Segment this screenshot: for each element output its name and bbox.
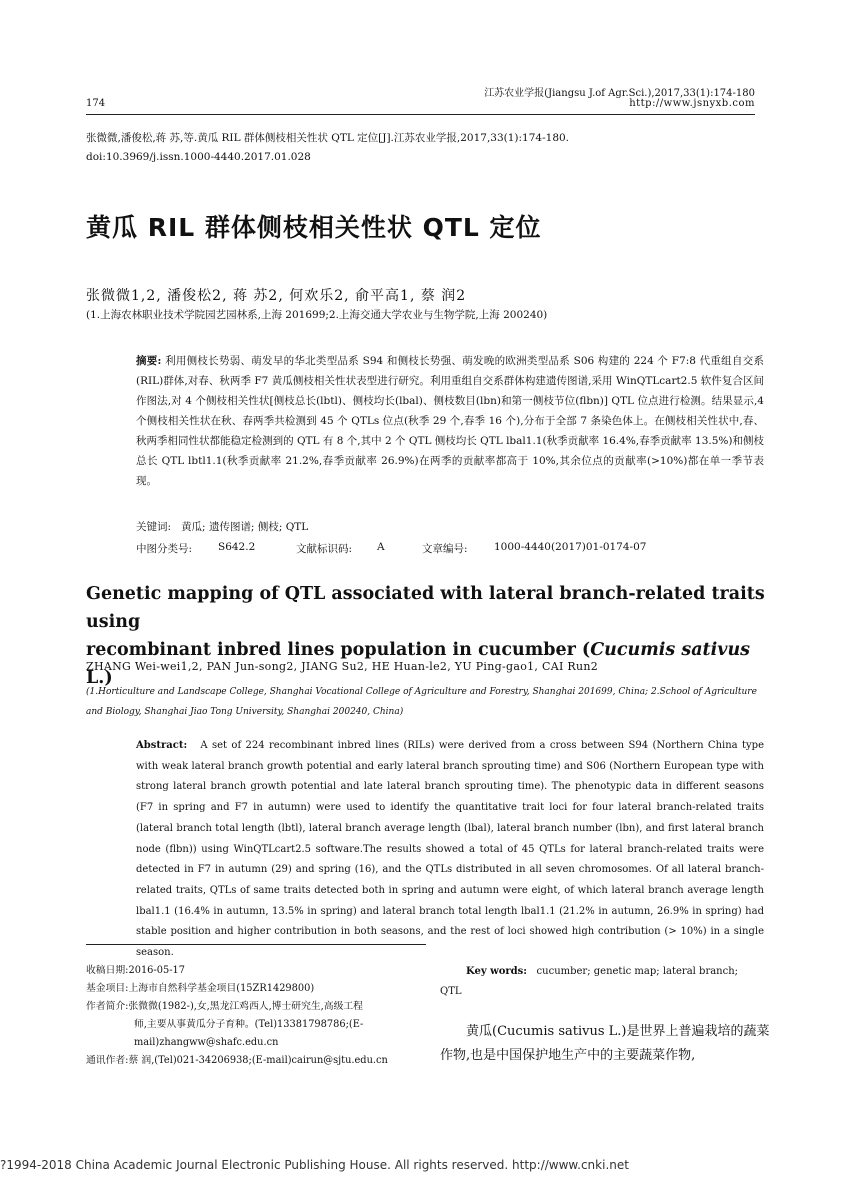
abstract-english: [136, 736, 764, 964]
fund-info: 基金项目:上海市自然科学基金项目(15ZR1429800): [86, 983, 315, 994]
citation-block: [86, 129, 766, 167]
author-intro-cont: 师,主要从事黄瓜分子育种。(Tel)13381798786;(E-: [134, 1019, 364, 1030]
abstract-chinese: [136, 351, 764, 491]
article-label: 文章编号:: [422, 543, 468, 555]
received-date: 收稿日期:2016-05-17: [86, 965, 185, 976]
intro-paragraph: 黄瓜(Cucumis sativus L.)是世界上普遍栽培的蔬菜作物,也是中国保护地生产中的主要蔬菜作物,: [440, 1024, 770, 1063]
abstract-cn-text: 利用侧枝长势弱、萌发早的华北类型品系 S94 和侧枝长势强、萌发晚的欧洲类型品系 S06 构建的 224 个 F7:8 代重组自交系(RIL)群体,对春、秋两季 F7 黄瓜侧枝相关性状表型进行研究。利用重组自交系群体构建遗传图谱,采用 WinQTLcart2.5 软件复合区间作图法,对 4 个侧枝相关性状[侧枝总长(lbtl)、侧枝均长(lbal)、侧枝数目(lbn)和第一侧枝节位(flbn)] QTL 位点进行检测。结果显示,4 个侧枝相关性状在秋、春两季共检测到 45 个 QTLs 位点(秋季 29 个,春季 16 个),分布于全部 7 条染色体上。在侧枝相关性状中,春、秋两季相同性状都能稳定检测到的 QTL 有 8 个,其中 2 个 QTL 侧枝均长 QTL lbal1.1(秋季贡献率 16.4%,春季贡献率 13.5%)和侧枝总长 QTL lbtl1.1(秋季贡献率 21.2%,春季贡献率 26.9%)在两季的贡献率都高于 10%,其余位点的贡献率(>10%)都在单一季节表现。: [136, 355, 764, 487]
abstract-cn-label: 摘要:: [136, 355, 162, 367]
abstract-en-text: A set of 224 recombinant inbred lines (RILs) were derived from a cross between S94 (Northern China type with weak lateral branch growth potential and early lateral branch sprouting time) and S06 (Northern European type with strong lateral branch growth potential and late lateral branch sprouting time). The phenotypic data in different seasons (F7 in spring and F7 in autumn) were used to identify the quantitative trait loci for four lateral branch-related traits (lateral branch total length (lbtl), lateral branch average length (lbal), lateral branch number (lbn), and first lateral branch node (flbn)) using WinQTLcart2.5 software.The results showed a total of 45 QTLs for lateral branch-related traits were detected in F7 in autumn (29) and spring (16), and the QTLs distributed in all seven chromosomes. Of all lateral branch-related traits, QTLs of same traits detected both in spring and autumn were eight, of which lateral branch average length lbal1.1 (16.4% in autumn, 13.5% in spring) and lateral branch total length lbal1.1 (21.2% in autumn, 26.9% in spring) had stable position and higher contribution in both seasons, and the rest of loci showed high contribution (> 10%) in a single season.: [136, 740, 764, 959]
footnote-block: [86, 962, 436, 1070]
authors-chinese: 张微微1,2, 潘俊松2, 蒋 苏2, 何欢乐2, 俞平高1, 蔡 润2: [86, 288, 467, 304]
header-rule: [86, 114, 755, 115]
keywords-cn-label: 关键词:: [136, 521, 172, 533]
article-value: 1000-4440(2017)01-0174-07: [494, 541, 647, 553]
keywords-english: [440, 962, 760, 1002]
doi-line[interactable]: doi:10.3969/j.issn.1000-4440.2017.01.028: [86, 151, 311, 163]
doc-label: 文献标识码:: [296, 543, 353, 555]
authors-english: ZHANG Wei-wei1,2, PAN Jun-song2, JIANG Su2, HE Huan-le2, YU Ping-gao1, CAI Run2: [86, 660, 599, 673]
journal-header: 江苏农业学报(Jiangsu J.of Agr.Sci.),2017,33(1):174-180: [484, 88, 755, 99]
title-english: [86, 580, 776, 692]
species-name: Cucumis sativus: [590, 640, 751, 660]
citation-line: 张微微,潘俊松,蒋 苏,等.黄瓜 RIL 群体侧枝相关性状 QTL 定位[J].江苏农业学报,2017,33(1):174-180.: [86, 132, 570, 144]
keywords-cn-text: 黄瓜; 遗传图谱; 侧枝; QTL: [181, 521, 309, 533]
doc-value: A: [377, 541, 385, 553]
footnote-rule: [86, 944, 426, 945]
affiliation-chinese: (1.上海农林职业技术学院园艺园林系,上海 201699;2.上海交通大学农业与生物学院,上海 200240): [86, 309, 548, 321]
journal-url[interactable]: http://www.jsnyxb.com: [629, 98, 755, 109]
author-intro: 作者简介:张微微(1982-),女,黑龙江鸡西人,博士研究生,高级工程: [86, 1001, 363, 1012]
keywords-chinese: [136, 519, 308, 534]
abstract-en-label: Abstract:: [136, 740, 188, 751]
copyright-footer: ?1994-2018 China Academic Journal Electronic Publishing House. All rights reserved. http://www.cnki.net: [0, 1158, 629, 1172]
clc-label: 中图分类号:: [136, 543, 193, 555]
keywords-en-label: Key words:: [466, 966, 527, 977]
author-email: mail)zhangww@shafc.edu.cn: [134, 1037, 279, 1048]
clc-value: S642.2: [218, 541, 256, 553]
keywords-en-text: cucumber; genetic map; lateral branch; QTL: [440, 966, 739, 997]
title-en-line2: recombinant inbred lines population in cucumber (Cucumis sativus L.): [86, 640, 751, 688]
corresponding-author: 通讯作者:蔡 润,(Tel)021-34206938;(E-mail)cairun@sjtu.edu.cn: [86, 1055, 388, 1066]
page-number: 174: [86, 98, 106, 109]
title-chinese: 黄瓜 RIL 群体侧枝相关性状 QTL 定位: [86, 213, 542, 242]
affiliation-english: (1.Horticulture and Landscape College, Shanghai Vocational College of Agriculture and Forestry, Shanghai 201699, China; 2.School of Agriculture and Biology, Shanghai Jiao Tong University, Shanghai 200240, China): [86, 687, 757, 717]
title-en-line1: Genetic mapping of QTL associated with lateral branch-related traits using: [86, 584, 765, 632]
